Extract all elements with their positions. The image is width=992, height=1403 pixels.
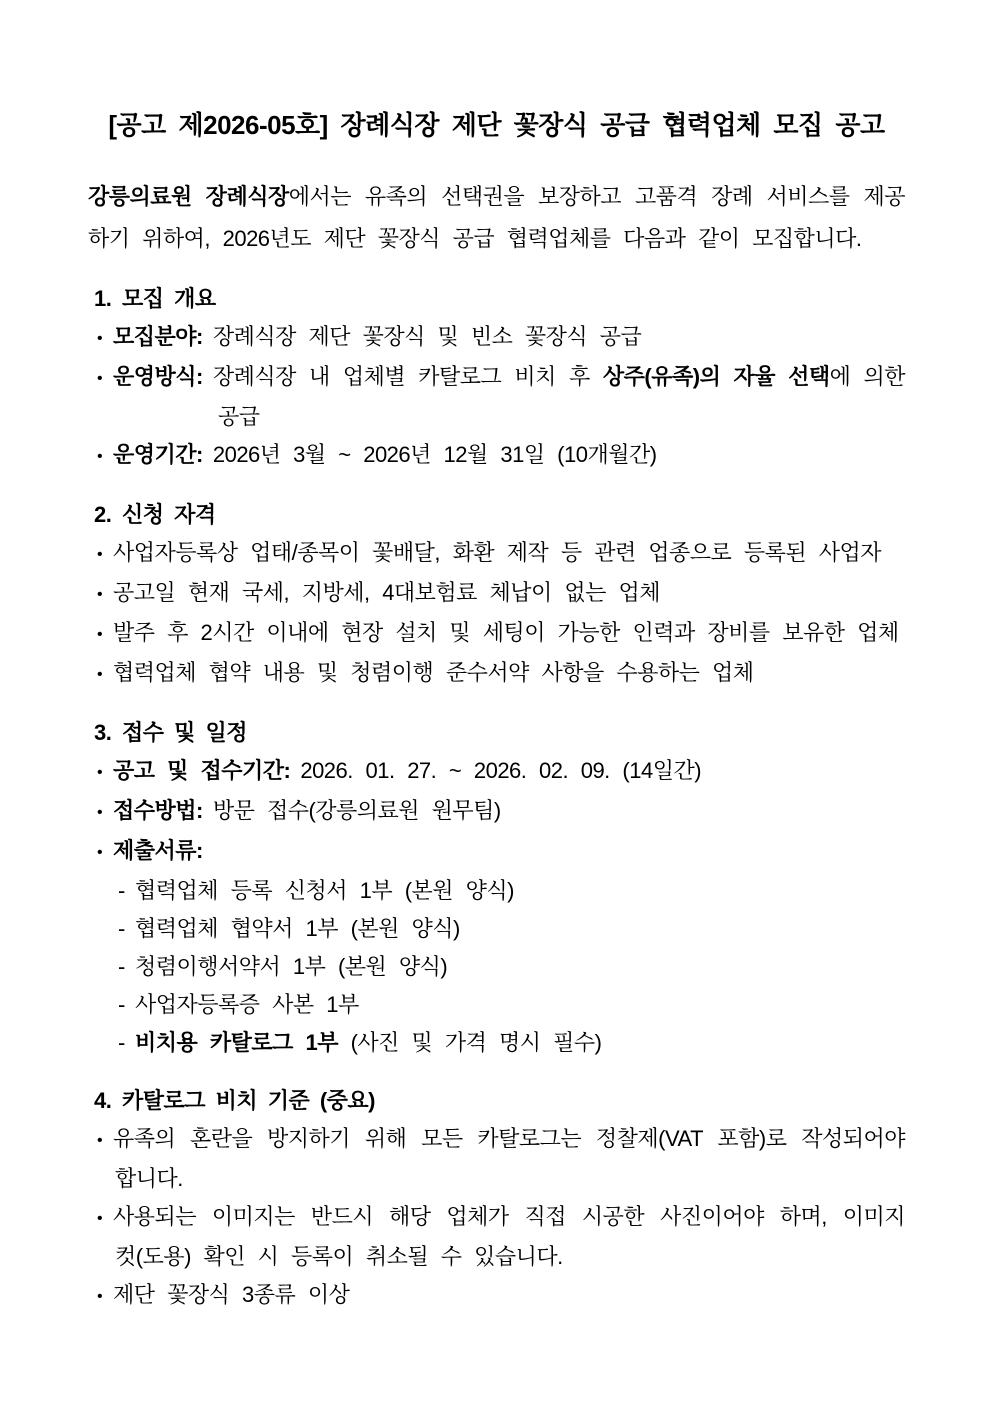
item-text: 사업자등록상 업태/종목이 꽃배달, 화환 제작 등 관련 업종으로 등록된 사업자 <box>113 540 882 565</box>
sub-item-text: (사진 및 가격 명시 필수) <box>337 1030 602 1055</box>
list-item-application-method <box>88 792 905 832</box>
section-eligibility <box>88 496 905 694</box>
sub-item-text: 협력업체 협약서 1부 (본원 양식) <box>135 916 460 941</box>
bullet-icon: • <box>97 666 103 683</box>
item-label: 접수방법: <box>113 798 203 823</box>
item-text-pre: 장례식장 내 업체별 카탈로그 비치 후 <box>212 364 603 389</box>
dash-icon: - <box>118 992 125 1017</box>
item-label: 운영기간: <box>113 442 203 467</box>
section-1-heading: 1. 모집 개요 <box>94 286 216 311</box>
item-text-bold: 상주(유족)의 자율 선택 <box>602 364 830 389</box>
sub-item-text: 협력업체 등록 신청서 1부 (본원 양식) <box>135 878 514 903</box>
sub-item-text: 사업자등록증 사본 1부 <box>135 992 359 1017</box>
bullet-icon: • <box>97 1132 103 1149</box>
bullet-icon: • <box>97 626 103 643</box>
section-3-heading: 3. 접수 및 일정 <box>94 720 247 745</box>
bullet-icon: • <box>97 764 103 781</box>
list-item-operation-method <box>88 358 905 436</box>
section-recruit-overview <box>88 280 905 476</box>
list-item-catalog-2 <box>88 1198 905 1276</box>
list-item-eligibility-4 <box>88 654 905 694</box>
bullet-icon: • <box>97 1210 103 1227</box>
list-item-recruit-field <box>88 318 905 358</box>
item-label: 모집분야: <box>113 324 203 349</box>
sub-item-document-5 <box>88 1024 905 1062</box>
section-catalog-standards <box>88 1082 905 1316</box>
bullet-icon: • <box>97 546 103 563</box>
item-text-post: 에 의한 공급 <box>218 364 905 429</box>
item-text: 제단 꽃장식 3종류 이상 <box>113 1282 350 1307</box>
dash-icon: - <box>118 1030 125 1055</box>
item-text: 방문 접수(강릉의료원 원무팀) <box>212 798 501 823</box>
dash-icon: - <box>118 954 125 979</box>
item-label: 제출서류: <box>113 838 203 863</box>
list-item-catalog-3 <box>88 1276 905 1316</box>
item-text: 2026년 3월 ~ 2026년 12월 31일 (10개월간) <box>212 442 657 467</box>
intro-text: 에서는 유족의 선택권을 보장하고 고품격 장례 서비스를 제공하기 위하여, 2026년도 제단 꽃장식 공급 협력업체를 다음과 같이 모집합니다. <box>88 184 905 251</box>
list-item-eligibility-2 <box>88 574 905 614</box>
sub-item-document-1 <box>88 872 905 910</box>
item-text: 장례식장 제단 꽃장식 및 빈소 꽃장식 공급 <box>212 324 642 349</box>
dash-icon: - <box>118 916 125 941</box>
sub-item-text: 청렴이행서약서 1부 (본원 양식) <box>135 954 448 979</box>
page-title: [공고 제2026-05호] 장례식장 제단 꽃장식 공급 협력업체 모집 공고 <box>108 110 885 140</box>
bullet-icon: • <box>97 448 103 465</box>
bullet-icon: • <box>97 804 103 821</box>
sub-item-document-3 <box>88 948 905 986</box>
bullet-icon: • <box>97 370 103 387</box>
bullet-icon: • <box>97 844 103 861</box>
intro-bold-org-name: 강릉의료원 장례식장 <box>88 184 289 209</box>
item-text: 유족의 혼란을 방지하기 위해 모든 카탈로그는 정찰제(VAT 포함)로 작성되어야 합니다. <box>113 1126 905 1191</box>
item-text: 공고일 현재 국세, 지방세, 4대보험료 체납이 없는 업체 <box>113 580 661 605</box>
bullet-icon: • <box>97 330 103 347</box>
item-label: 운영방식: <box>113 364 203 389</box>
section-2-heading: 2. 신청 자격 <box>94 502 216 527</box>
section-application-schedule <box>88 714 905 1062</box>
list-item-application-period <box>88 752 905 792</box>
list-item-catalog-1 <box>88 1120 905 1198</box>
intro-paragraph <box>88 176 905 260</box>
list-item-required-documents <box>88 832 905 872</box>
bullet-icon: • <box>97 586 103 603</box>
list-item-eligibility-1 <box>88 534 905 574</box>
item-text: 협력업체 협약 내용 및 청렴이행 준수서약 사항을 수용하는 업체 <box>113 660 754 685</box>
sub-item-document-4 <box>88 986 905 1024</box>
item-text: 2026. 01. 27. ~ 2026. 02. 09. (14일간) <box>300 758 702 783</box>
sub-item-bold: 비치용 카탈로그 1부 <box>135 1030 338 1055</box>
list-item-operation-period <box>88 436 905 476</box>
dash-icon: - <box>118 878 125 903</box>
section-4-heading: 4. 카탈로그 비치 기준 (중요) <box>94 1088 375 1113</box>
item-text: 발주 후 2시간 이내에 현장 설치 및 세팅이 가능한 인력과 장비를 보유한 업체 <box>113 620 899 645</box>
item-text: 사용되는 이미지는 반드시 해당 업체가 직접 시공한 사진이어야 하며, 이미지 컷(도용) 확인 시 등록이 취소될 수 있습니다. <box>113 1204 905 1269</box>
bullet-icon: • <box>97 1288 103 1305</box>
item-label: 공고 및 접수기간: <box>113 758 291 783</box>
sub-item-document-2 <box>88 910 905 948</box>
list-item-eligibility-3 <box>88 614 905 654</box>
